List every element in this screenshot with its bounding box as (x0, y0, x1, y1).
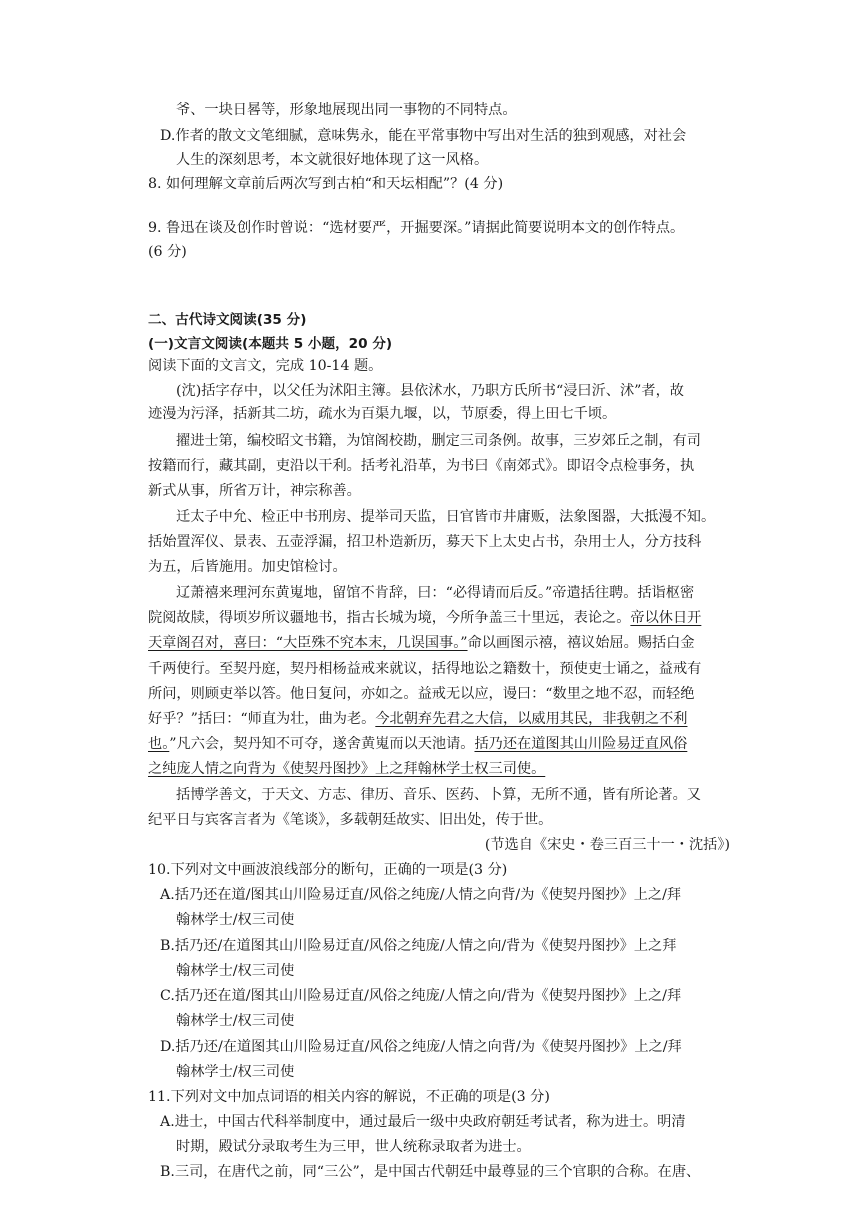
option-a-cont: 时期，殿试分录取考生为三甲，世人统称录取者为进士。 (176, 1139, 531, 1155)
passage-line: 括始置浑仪、景表、五壶浮漏，招卫朴造新历，募天下上太史占书，杂用士人，分方技科 (148, 534, 702, 550)
passage-text: 命以画图示禧，禧议始屈。赐括白金 (467, 635, 695, 651)
section-heading: 二、古代诗文阅读(35 分) (148, 312, 307, 328)
question-8: 8. 如何理解文章前后两次写到古柏“和天坛相配”？(4 分) (148, 176, 504, 192)
question-10: 10.下列对文中画波浪线部分的断句，正确的一项是(3 分) (148, 862, 508, 878)
option-b: B.括乃还/在道图其山川险易迂直/风俗之纯庞/人情之向/背为《使契丹图抄》上之拜 (160, 938, 677, 954)
option-a: A.括乃还在道/图其山川险易迂直/风俗之纯庞/人情之向背/为《使契丹图抄》上之/拜 (160, 887, 682, 903)
passage-line (148, 633, 695, 653)
passage-line (148, 608, 701, 628)
passage-line: 辽萧禧来理河东黄嵬地，留馆不肯辞，曰：“必得请而后反。”帝遣括往聘。括诣枢密 (176, 585, 695, 601)
question-9-score: (6 分) (148, 244, 187, 260)
instruction: 阅读下面的文言文，完成 10-14 题。 (148, 358, 383, 374)
passage-line: 为五，后皆施用。加史馆检讨。 (148, 559, 347, 575)
passage-line: 括博学善文，于天文、方志、律历、音乐、医药、卜算，无所不通，皆有所论著。又 (176, 787, 701, 803)
passage-line: 新式从事，所省万计，神宗称善。 (148, 483, 361, 499)
passage-line: (沈)括字存中，以父任为沭阳主簿。县依沭水，乃职方氏所书“浸曰沂、沭”者，故 (176, 383, 684, 399)
option-d-cont: 翰林学士/权三司使 (176, 1064, 295, 1080)
subsection-heading: (一)文言文阅读(本题共 5 小题，20 分) (148, 336, 393, 352)
underlined-text: 天章阁召对，喜曰：“大臣殊不究本末，几误国事。” (148, 635, 468, 651)
question-11: 11.下列对文中加点词语的相关内容的解说，不正确的项是(3 分) (148, 1089, 550, 1105)
wavy-underlined-text: 之纯庞人情之向背为《使契丹图抄》上之拜翰林学士权三司使。 (148, 761, 546, 777)
passage-line: 纪平日与宾客言者为《笔谈》，多载朝廷故实、旧出处，传于世。 (148, 812, 553, 828)
option-a-cont: 翰林学士/权三司使 (176, 912, 295, 928)
passage-line: 所问，则顾吏举以答。他日复问，亦如之。益戒无以应，谩曰：“数里之地不忍，而轻绝 (148, 686, 695, 702)
option-b-cont: 翰林学士/权三司使 (176, 963, 295, 979)
underlined-text: 也。 (148, 736, 170, 752)
passage-line (148, 734, 687, 754)
option-d-line: D.作者的散文文笔细腻，意味隽永，能在平常事物中写出对生活的独到观感，对社会 (160, 128, 687, 144)
passage-text: 院阅故牍，得顷岁所议疆地书，指古长城为境，今所争盖三十里远，表论之。 (148, 610, 631, 626)
passage-line: 迹漫为污泽，括新其二坊，疏水为百渠九堰，以，节原委，得上田七千顷。 (148, 406, 617, 422)
passage-line (148, 709, 687, 729)
text-line: 人生的深刻思考，本文就很好地体现了这一风格。 (176, 152, 489, 168)
passage-line: 擢进士第，编校昭文书籍，为馆阁校勘，删定三司条例。故事，三岁郊丘之制，有司 (176, 433, 701, 449)
passage-line (148, 759, 545, 779)
option-a: A.进士，中国古代科举制度中，通过最后一级中央政府朝廷考试者，称为进士。明清 (160, 1114, 686, 1130)
underlined-text: 帝以休日开 (630, 610, 702, 626)
question-9: 9. 鲁迅在谈及创作时曾说：“选材要严，开掘要深。”请据此简要说明本文的创作特点。 (148, 220, 685, 236)
option-c: C.括乃还在道/图其山川险易迂直/风俗之纯庞/人情之向/背为《使契丹图抄》上之/拜 (160, 988, 682, 1004)
option-b: B.三司，在唐代之前，同“三公”，是中国古代朝廷中最尊显的三个官职的合称。在唐、 (160, 1164, 701, 1180)
passage-line: 按籍而行，藏其副，吏沿以干利。括考礼沿革，为书曰《南郊式》。即诏令点检事务，执 (148, 458, 695, 474)
underlined-text: 今北朝弃先君之大信，以威用其民，非我朝之不利 (375, 711, 688, 727)
option-c-cont: 翰林学士/权三司使 (176, 1013, 295, 1029)
passage-text: ”凡六会，契丹知不可夺，遂舍黄嵬而以天池请。 (169, 736, 475, 752)
source-citation: (节选自《宋史・卷三百三十一・沈括》) (484, 837, 730, 853)
wavy-underlined-text: 括乃还在道图其山川险易迂直风俗 (474, 736, 688, 752)
option-d: D.括乃还/在道图其山川险易迂直/风俗之纯庞/人情之向背/为《使契丹图抄》上之/拜 (160, 1039, 682, 1055)
passage-line: 迁太子中允、检正中书刑房、提举司天监，日官皆市井庸贩，法象图器，大抵漫不知。 (176, 509, 716, 525)
passage-text: 好乎？”括曰：“师直为壮，曲为老。 (148, 711, 376, 727)
text-line: 爷、一块日晷等，形象地展现出同一事物的不同特点。 (176, 102, 517, 118)
passage-line: 千两使行。至契丹庭，契丹相杨益戒来就议，括得地讼之籍数十，预使吏士诵之，益戒有 (148, 661, 702, 677)
